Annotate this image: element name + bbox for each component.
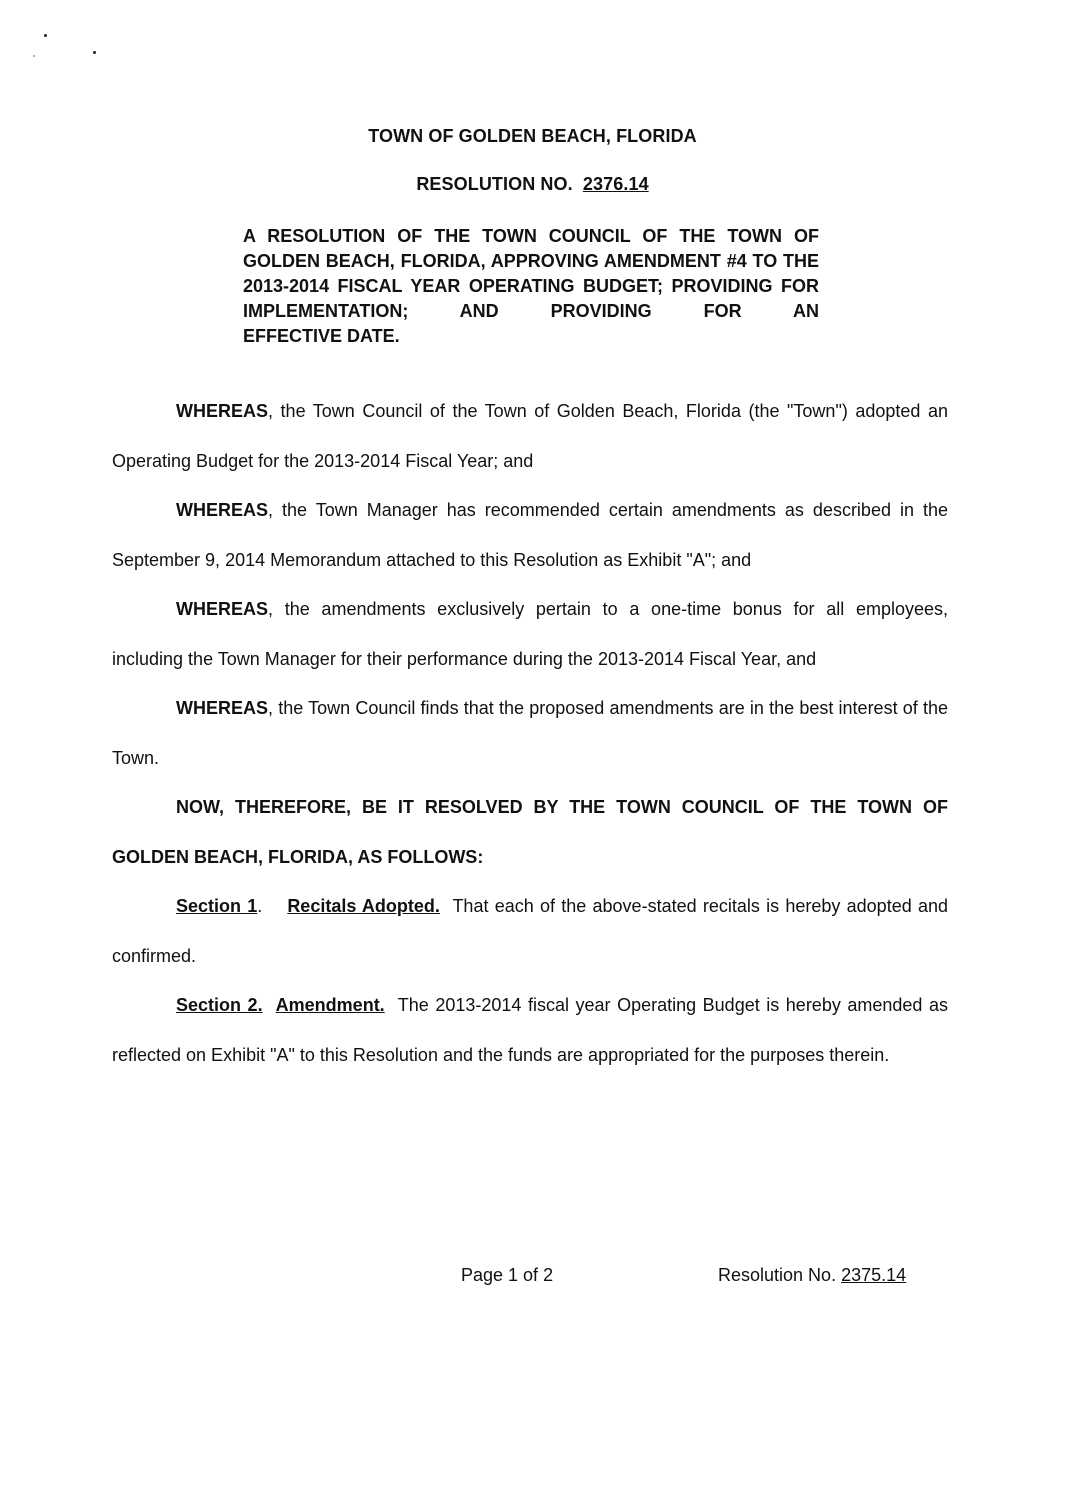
resolved-clause: NOW, THEREFORE, BE IT RESOLVED BY THE TOWN COUNCIL OF THE TOWN OF GOLDEN BEACH, FLORIDA, AS FOLLOWS: (112, 797, 948, 867)
resolution-title (0, 174, 1065, 195)
footer-resolution-prefix: Resolution No. (718, 1265, 837, 1285)
page-number: Page 1 of 2 (461, 1265, 554, 1285)
section-heading: Recitals Adopted. (287, 896, 440, 916)
document-body (112, 387, 948, 1080)
section-text: The 2013-2014 fiscal year Operating Budget is hereby amended as reflected on Exhibit "A" to this Resolution and the funds are appropriated for the purposes therein. (112, 995, 948, 1065)
section-label: Section 1 (176, 896, 258, 916)
town-title: TOWN OF GOLDEN BEACH, FLORIDA (368, 126, 697, 146)
footer-resolution (718, 1265, 906, 1286)
recital-lead: WHEREAS (176, 599, 269, 619)
caption-line: IMPLEMENTATION; AND PROVIDING FOR AN (243, 301, 819, 321)
caption-line: OPERATING BUDGET; PROVIDING FOR (468, 276, 819, 296)
resolution-caption (243, 224, 819, 349)
section-label-suffix: . (257, 896, 263, 916)
recital-lead: WHEREAS (176, 500, 269, 520)
recital-text: , the Town Council of the Town of Golden Beach, Florida (the "Town") adopted an Operating Budget for the 2013-2014 Fiscal Year; and (112, 401, 948, 471)
recital-paragraph (112, 585, 948, 684)
recital-paragraph (112, 684, 948, 783)
scan-speck (33, 55, 35, 57)
scan-speck (93, 51, 96, 54)
recital-lead: WHEREAS (176, 698, 269, 718)
recital-text: , the Town Manager has recommended certain amendments as described in the September 9, 2014 Memorandum attached to this Resolution as Exhibit "A"; and (112, 500, 948, 570)
resolution-number: 2376.14 (582, 174, 649, 194)
scan-speck (44, 34, 47, 37)
resolution-prefix: RESOLUTION NO. (416, 174, 573, 194)
section-paragraph (112, 981, 948, 1080)
caption-line: OF GOLDEN BEACH, FLORIDA, APPROVING (243, 226, 819, 271)
section-heading: Amendment. (275, 995, 385, 1015)
caption-line: AMENDMENT #4 TO THE 2013-2014 FISCAL YEAR (243, 251, 819, 296)
recital-lead: WHEREAS (176, 401, 269, 421)
caption-last-line: EFFECTIVE DATE. (243, 326, 400, 346)
section-text: That each of the above-stated recitals is hereby adopted and confirmed. (112, 896, 948, 966)
recital-paragraph (112, 387, 948, 486)
section-label: Section 2. (176, 995, 263, 1015)
footer-resolution-number: 2375.14 (841, 1265, 907, 1285)
recital-text: , the Town Council finds that the proposed amendments are in the best interest of the Town. (112, 698, 948, 768)
recital-paragraph (112, 486, 948, 585)
section-paragraph (112, 882, 948, 981)
caption-line: A RESOLUTION OF THE TOWN COUNCIL OF THE TOWN (243, 226, 783, 246)
recital-text: , the amendments exclusively pertain to a one-time bonus for all employees, including the Town Manager for their performance during the 2013-2014 Fiscal Year, and (112, 599, 948, 669)
